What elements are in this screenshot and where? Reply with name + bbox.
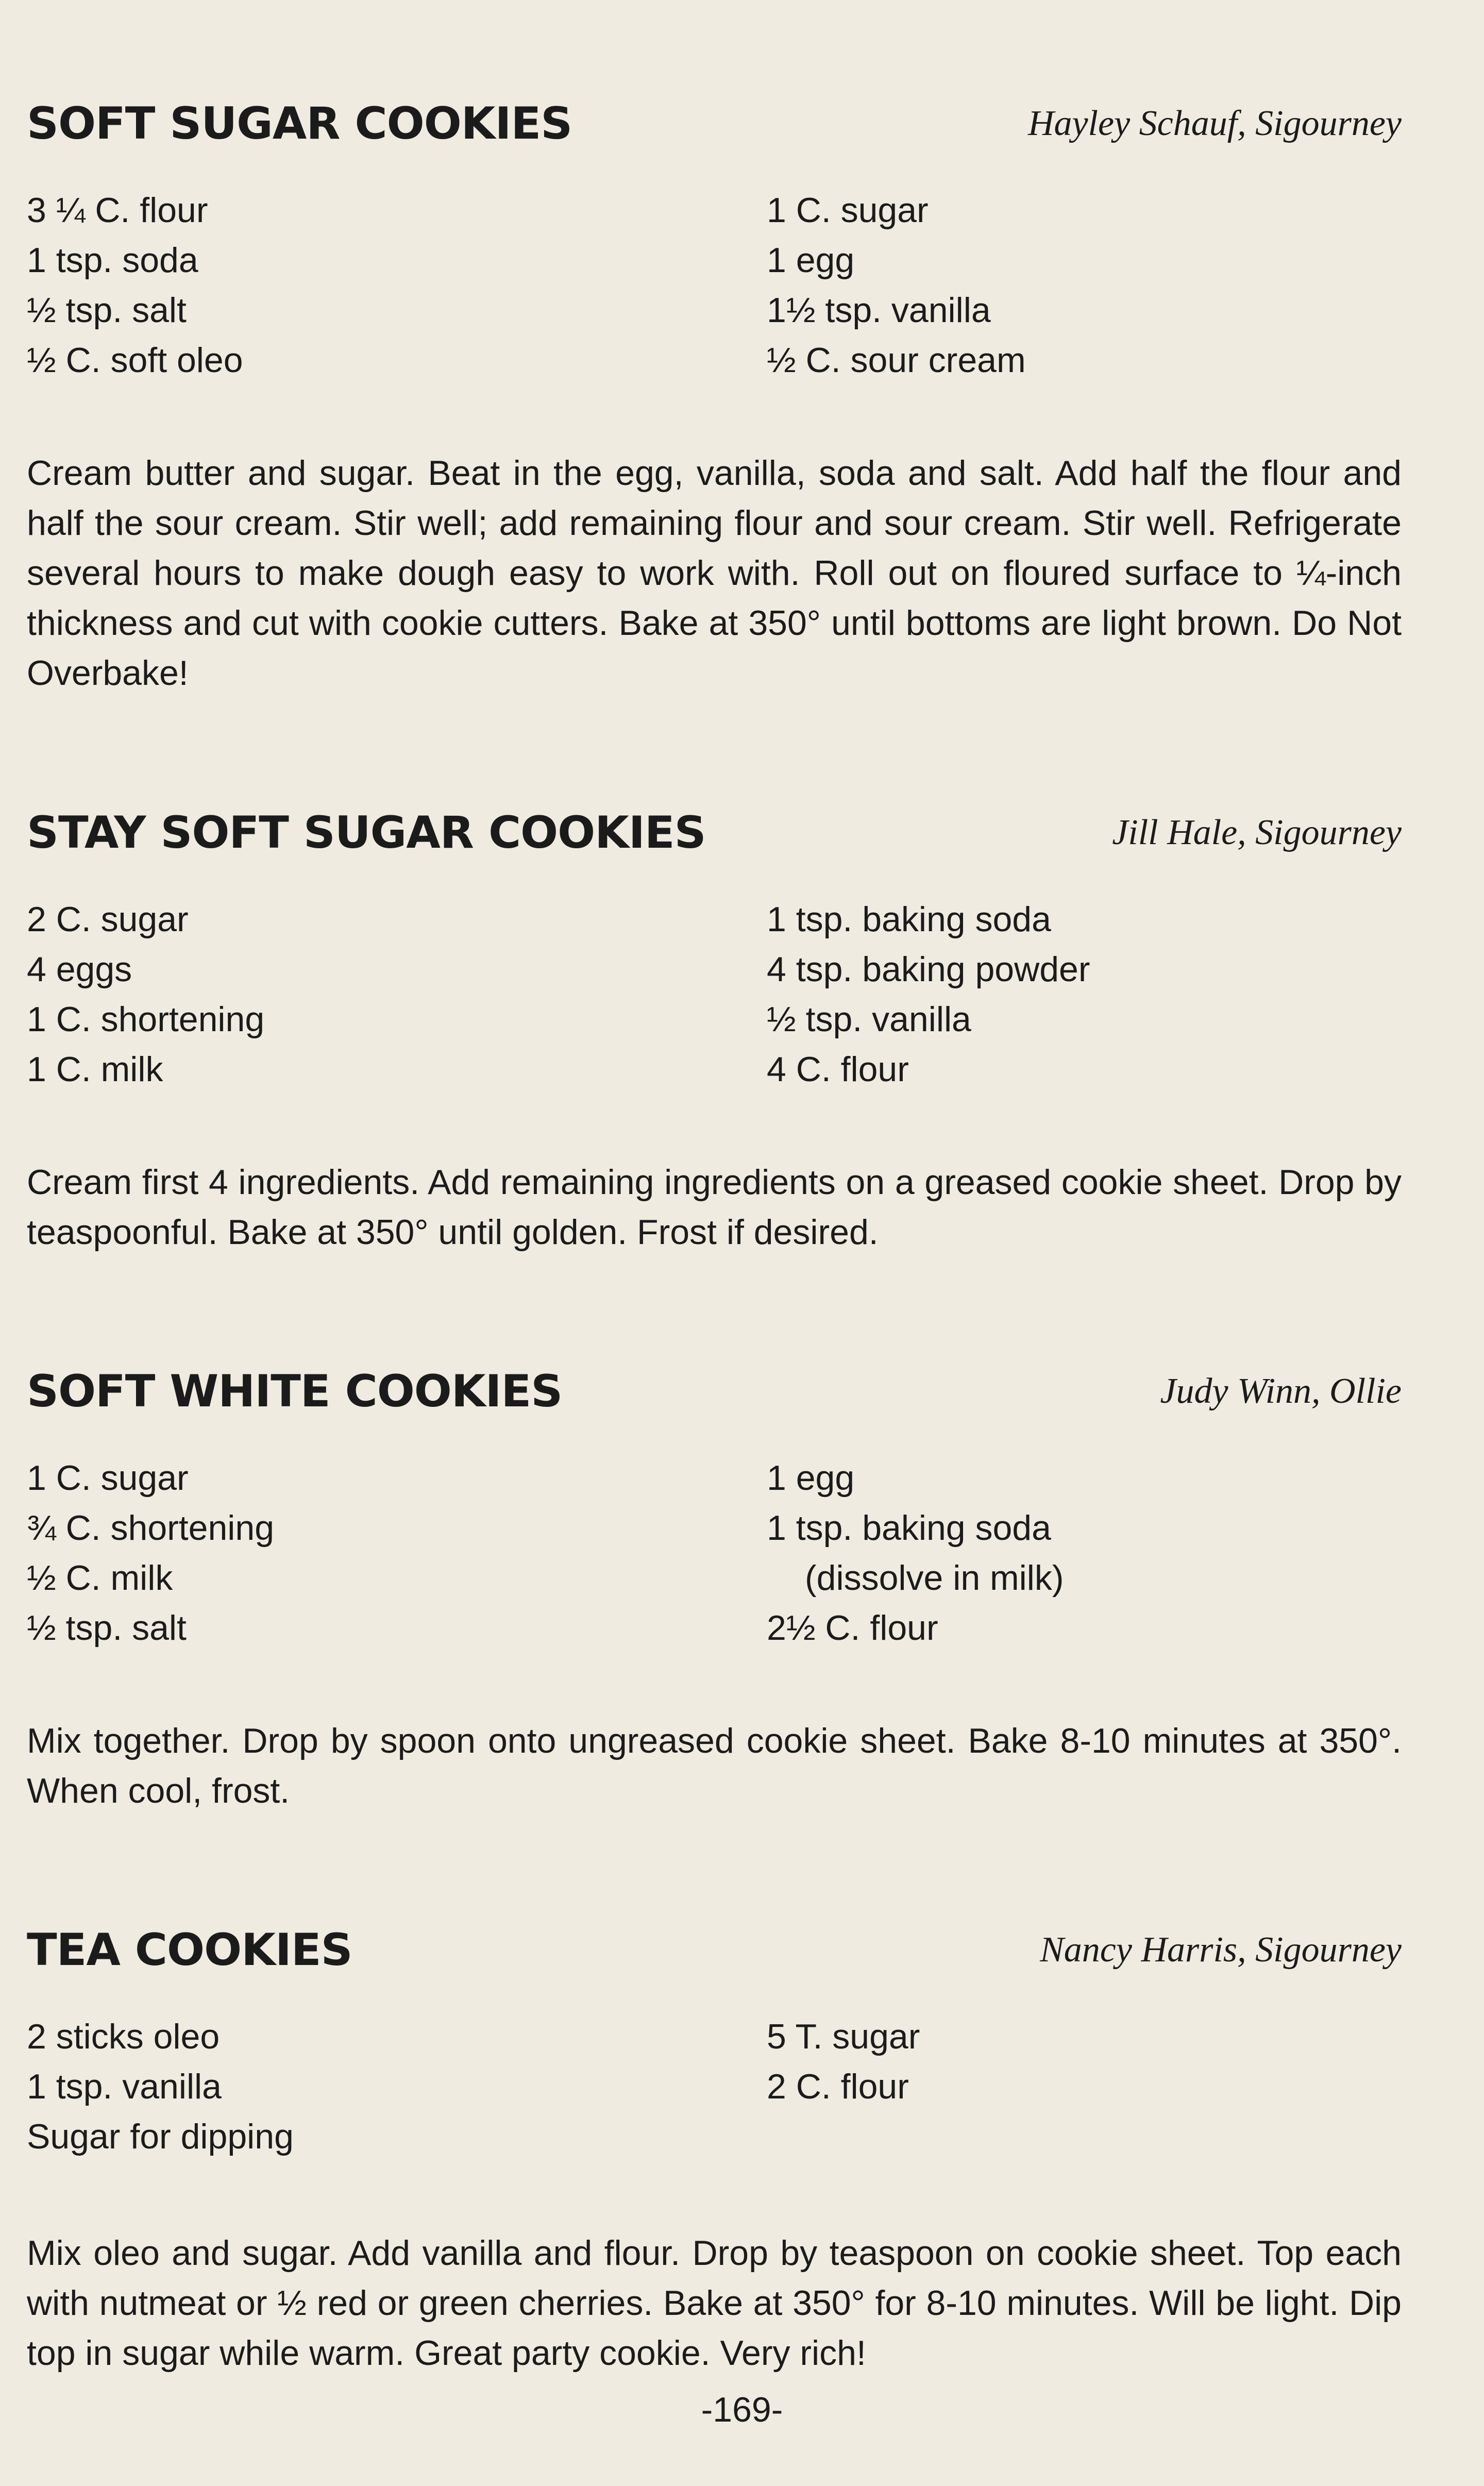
ingredient: 1 tsp. baking soda [767,900,1051,939]
ingredient: 2 sticks oleo [27,2017,220,2056]
ingredient: ½ tsp. vanilla [767,1000,971,1039]
ingredient: 1 egg [767,241,855,280]
ingredient: ½ C. milk [27,1558,173,1598]
ingredient: 2 C. sugar [27,900,189,939]
page-number: -169- [701,2390,783,2429]
ingredients-right [767,2012,920,2112]
recipe-directions: Mix together. Drop by spoon onto ungreased cookie sheet. Bake 8-10 minutes at 350°. When cool, frost. [27,1721,1402,1810]
ingredient: 1 egg [767,1458,855,1498]
ingredients-left [27,1453,274,1653]
recipe-title: TEA COOKIES [27,1924,352,1976]
ingredients-right [767,895,1090,1095]
recipe-title: STAY SOFT SUGAR COOKIES [27,807,706,859]
ingredients-left [27,186,243,385]
ingredients-right [767,1453,1064,1653]
ingredient: 5 T. sugar [767,2017,920,2056]
ingredient: 1 C. sugar [27,1458,189,1498]
recipe-tea-cookies [27,1919,1402,2373]
recipe-soft-sugar-cookies [27,93,1402,693]
recipe-header [27,1360,1402,1422]
recipe-title: SOFT SUGAR COOKIES [27,98,572,149]
recipe-stay-soft-sugar-cookies [27,802,1402,1252]
ingredient: 4 eggs [27,950,132,989]
ingredient: 1 C. shortening [27,1000,265,1039]
recipe-author: Jill Hale, Sigourney [1112,813,1402,852]
recipe-directions: Cream butter and sugar. Beat in the egg, vanilla, soda and salt. Add half the flour and half the sour cream. Stir well; add remaining flour and sour cream. Stir well. Refrigerate several hours to make dough easy to work with. Roll out on floured surface to ¼-inch thickness and cut with cookie cutters. Bake at 350° until bottoms are light brown. Do Not Overbake! [27,453,1402,693]
ingredient: 1 tsp. soda [27,241,198,280]
ingredient: ½ tsp. salt [27,1608,187,1648]
ingredient: 2½ C. flour [767,1608,938,1648]
ingredient: 3 ¼ C. flour [27,191,208,230]
ingredient: 2 C. flour [767,2067,909,2106]
ingredient: ½ C. sour cream [767,341,1026,380]
ingredient: 1½ tsp. vanilla [767,291,991,330]
recipe-header [27,93,1402,155]
ingredient: 1 tsp. baking soda [767,1508,1051,1548]
ingredient: Sugar for dipping [27,2117,294,2156]
ingredient: 4 tsp. baking powder [767,950,1090,989]
ingredient: ½ C. soft oleo [27,341,243,380]
recipe-title: SOFT WHITE COOKIES [27,1366,563,1417]
ingredient: 1 tsp. vanilla [27,2067,222,2106]
ingredient-note: (dissolve in milk) [805,1558,1064,1598]
ingredient: 1 C. sugar [767,191,929,230]
recipe-author: Hayley Schauf, Sigourney [1027,104,1402,143]
recipe-author: Nancy Harris, Sigourney [1040,1930,1402,1970]
ingredients-left [27,2012,294,2162]
ingredient: 1 C. milk [27,1050,163,1089]
recipe-directions: Mix oleo and sugar. Add vanilla and flour. Drop by teaspoon on cookie sheet. Top each with nutmeat or ½ red or green cherries. Bake at 350° for 8-10 minutes. Will be light. Dip top in sugar while warm. Great party cookie. Very rich! [27,2233,1402,2373]
ingredient: ¾ C. shortening [27,1508,275,1548]
ingredients-left [27,895,264,1095]
recipe-header [27,802,1402,864]
ingredient: ½ tsp. salt [27,291,187,330]
recipe-soft-white-cookies [27,1360,1402,1810]
ingredient: 4 C. flour [767,1050,909,1089]
recipe-header [27,1919,1402,1981]
ingredients-right [767,186,1026,385]
recipe-author: Judy Winn, Ollie [1160,1371,1402,1411]
recipe-directions: Cream first 4 ingredients. Add remaining ingredients on a greased cookie sheet. Drop by teaspoonful. Bake at 350° until golden. Frost if desired. [27,1163,1402,1252]
